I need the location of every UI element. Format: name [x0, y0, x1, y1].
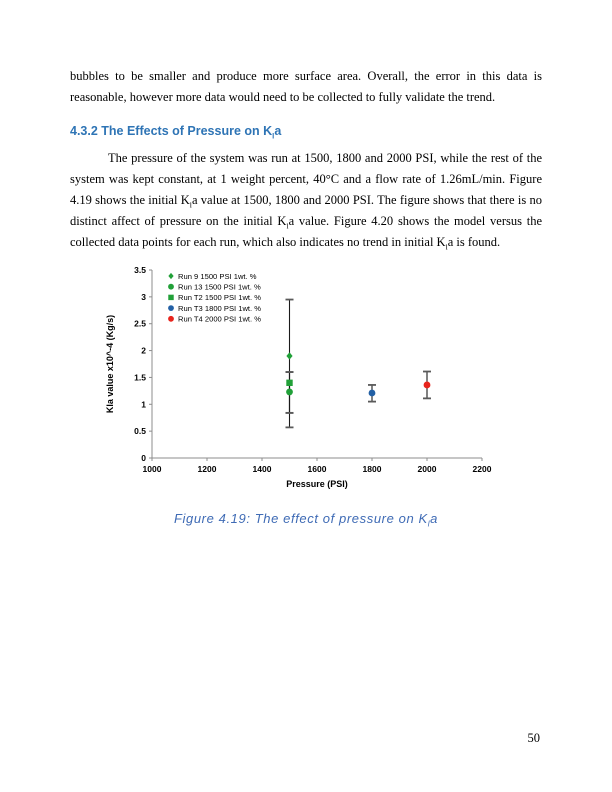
- svg-text:2000: 2000: [417, 464, 437, 474]
- pressure-chart-svg: [100, 259, 495, 504]
- svg-text:1600: 1600: [307, 464, 327, 474]
- svg-text:0: 0: [141, 453, 146, 463]
- svg-text:Kla value x10^-4 (Kg/s): Kla value x10^-4 (Kg/s): [105, 314, 115, 414]
- svg-text:Run 13 1500 PSI 1wt. %: Run 13 1500 PSI 1wt. %: [178, 282, 261, 292]
- svg-text:0.5: 0.5: [134, 426, 146, 437]
- section-heading: 4.3.2 The Effects of Pressure on $K_la$: [70, 124, 282, 141]
- figure-4-19: [100, 259, 495, 504]
- page-content: [70, 66, 542, 529]
- svg-text:Run T4 2000 PSI 1wt. %: Run T4 2000 PSI 1wt. %: [178, 314, 262, 324]
- svg-text:1000: 1000: [142, 464, 162, 474]
- svg-text:Run 9 1500 PSI 1wt. %: Run 9 1500 PSI 1wt. %: [178, 271, 257, 281]
- paragraph-2: The pressure of the system was run at 1500, 1800 and 2000 PSI, while the rest of the system was kept constant, at 1 weight percent, 40°C and a flow rate of 1.26mL/min. Figure 4.19 shows the initial $K_la$ value at 1500, 1800 and 2000 PSI. The figure shows that there is no distinct affect of pressure on the initial $K_la$ value. Figure 4.20 shows the model versus the collected data points for each run, which also indicates no trend in initial $K_la$ is found.: [70, 151, 543, 252]
- svg-text:3.5: 3.5: [134, 265, 146, 275]
- svg-text:1200: 1200: [197, 464, 217, 474]
- svg-text:Pressure (PSI): Pressure (PSI): [286, 479, 348, 489]
- svg-text:1800: 1800: [362, 464, 382, 474]
- svg-text:1: 1: [141, 399, 146, 410]
- svg-text:2200: 2200: [472, 464, 492, 474]
- paragraph-1: bubbles to be smaller and produce more surface area. Overall, the error in this data is reasonable, however more data would need to be collected to fully validate the trend.: [70, 69, 542, 104]
- svg-text:1400: 1400: [252, 464, 272, 474]
- svg-text:Run T2 1500 PSI 1wt. %: Run T2 1500 PSI 1wt. %: [178, 293, 262, 303]
- figure-caption: Figure 4.19: The effect of pressure on $K_la$: [173, 511, 439, 529]
- page-number: 50: [527, 731, 540, 745]
- svg-text:1.5: 1.5: [134, 372, 146, 383]
- svg-text:2.5: 2.5: [134, 318, 146, 329]
- svg-text:3: 3: [141, 291, 146, 302]
- svg-text:2: 2: [141, 345, 146, 356]
- svg-text:Run T3 1800 PSI 1wt. %: Run T3 1800 PSI 1wt. %: [178, 303, 262, 313]
